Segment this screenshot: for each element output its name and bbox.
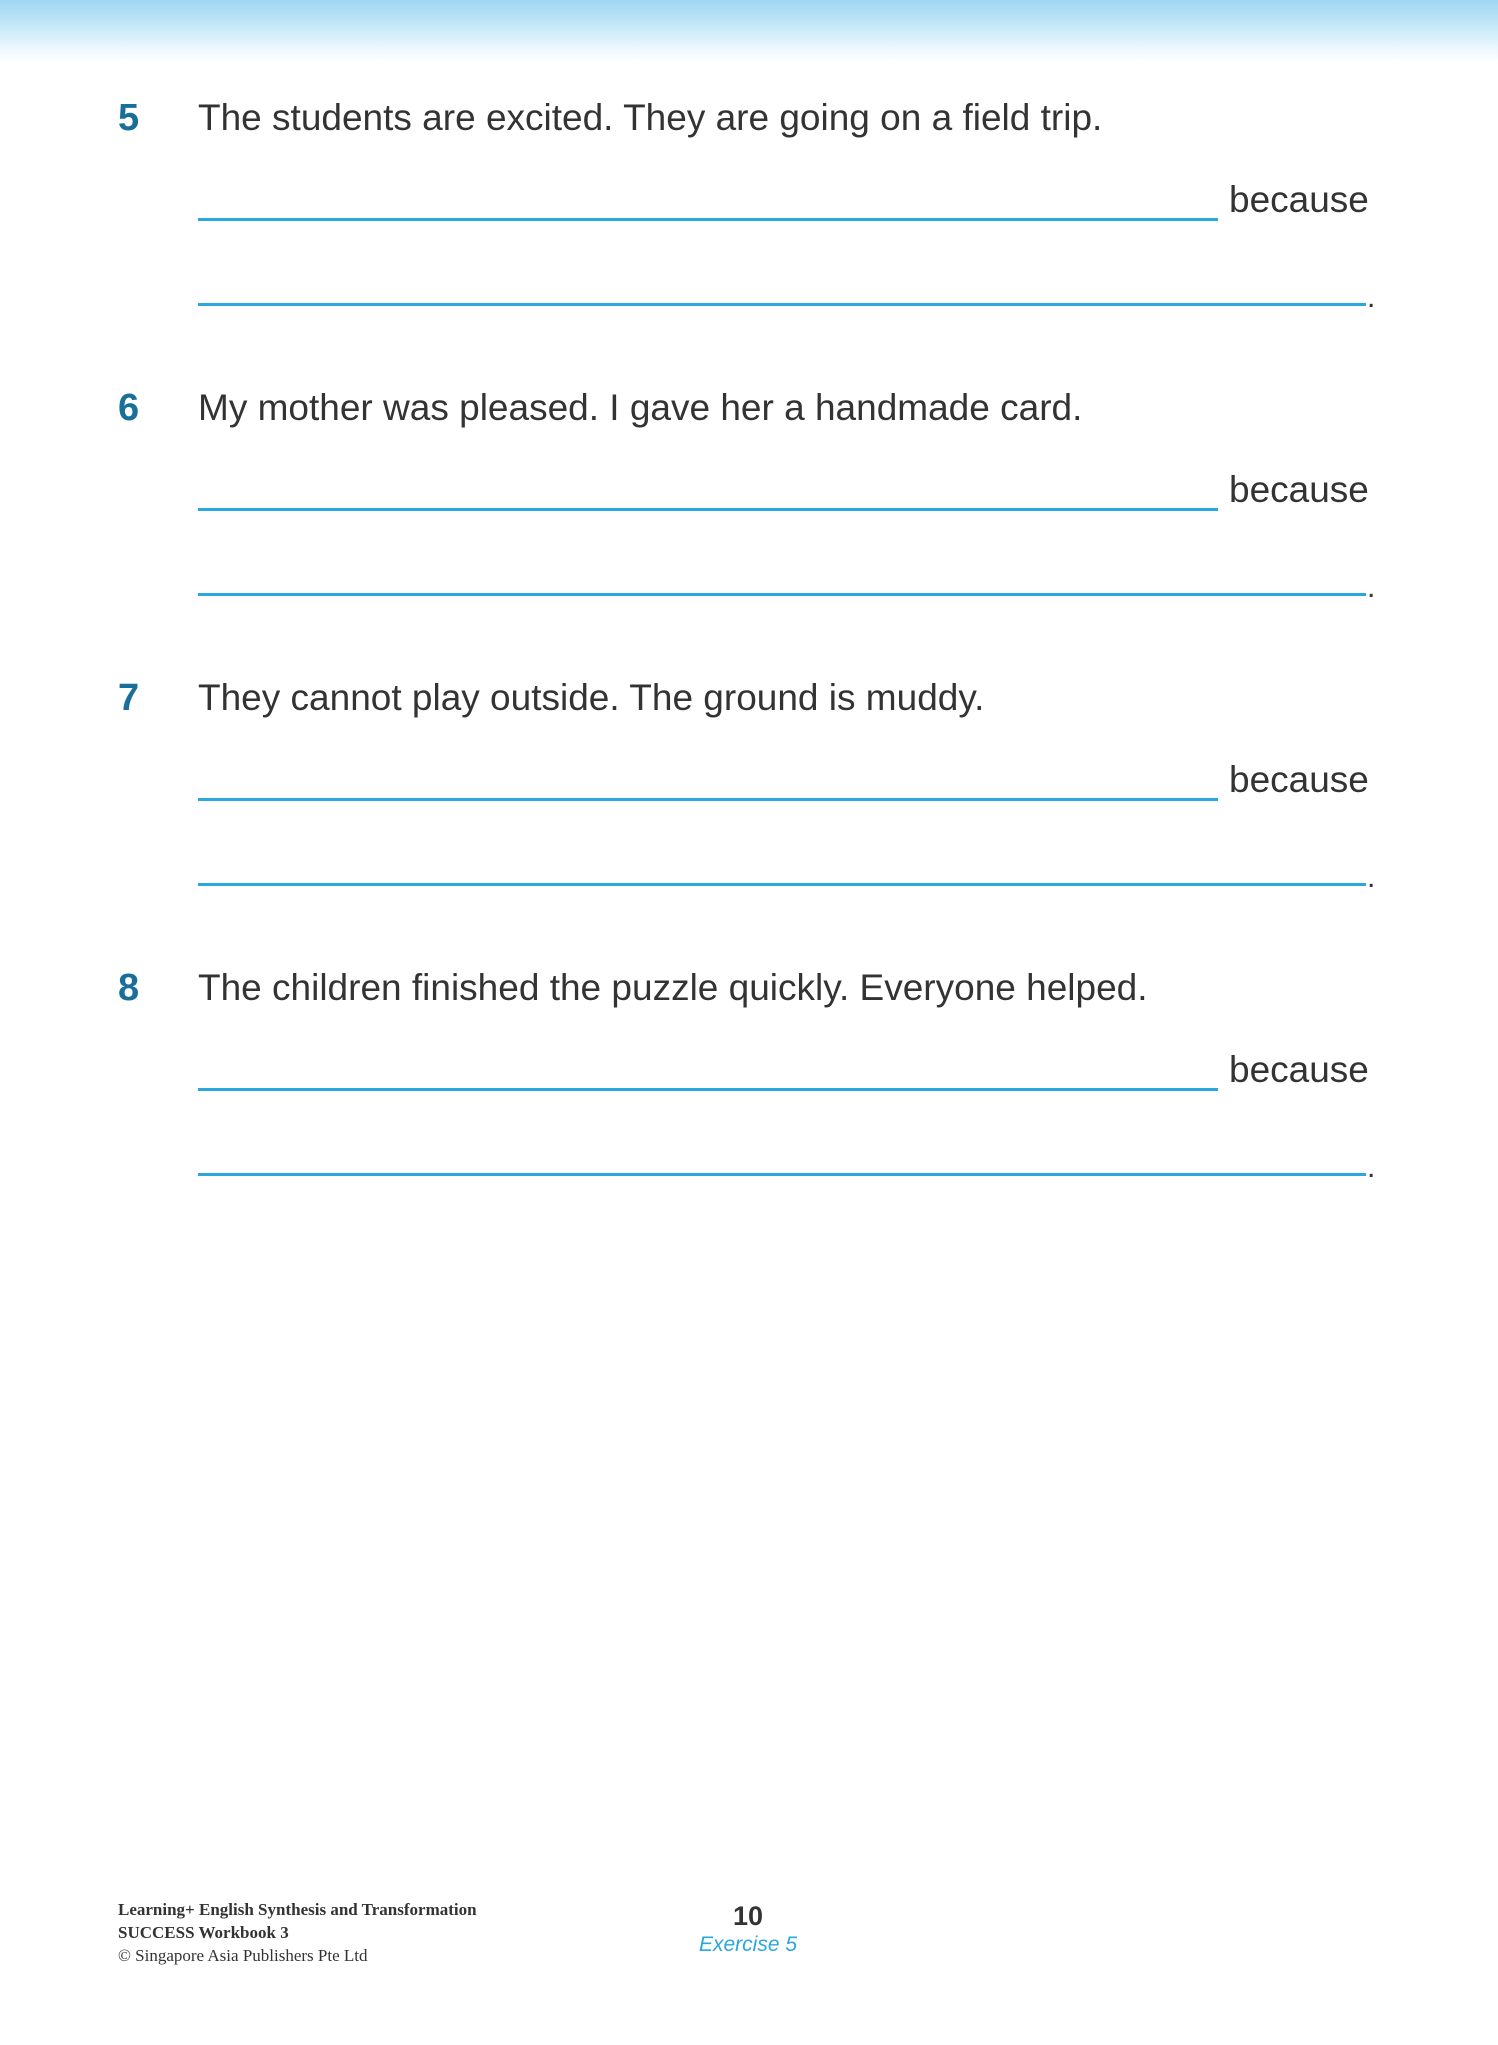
- question-number: 5: [118, 97, 140, 139]
- answer-line-2[interactable]: [198, 593, 1366, 596]
- connector-word: because: [1229, 469, 1369, 510]
- question-text: My mother was pleased. I gave her a handmade card.: [198, 387, 1083, 428]
- answer-line-2[interactable]: [198, 1173, 1366, 1176]
- answer-line-1[interactable]: [198, 508, 1218, 511]
- answer-line-1[interactable]: [198, 218, 1218, 221]
- footer-page-info: [648, 1900, 848, 1958]
- answer-line-2[interactable]: [198, 303, 1366, 306]
- question-number: 8: [118, 967, 140, 1009]
- answer-line-1[interactable]: [198, 1088, 1218, 1091]
- question-text: The children finished the puzzle quickly. Everyone helped.: [198, 967, 1148, 1008]
- connector-word: because: [1229, 759, 1369, 800]
- copyright: © Singapore Asia Publishers Pte Ltd: [118, 1946, 368, 1965]
- exercise-label: Exercise 5: [698, 1933, 798, 1956]
- end-period: .: [1367, 281, 1376, 314]
- footer-book-info: [118, 1898, 477, 1967]
- book-subtitle: SUCCESS Workbook 3: [118, 1923, 289, 1942]
- end-period: .: [1367, 861, 1376, 894]
- question-text: The students are excited. They are going on a field trip.: [198, 97, 1103, 138]
- connector-word: because: [1229, 1049, 1369, 1090]
- answer-line-2[interactable]: [198, 883, 1366, 886]
- connector-word: because: [1229, 179, 1369, 220]
- page-number: 10: [732, 1901, 764, 1931]
- book-title: Learning+ English Synthesis and Transformation: [118, 1900, 477, 1919]
- end-period: .: [1367, 1151, 1376, 1184]
- answer-line-1[interactable]: [198, 798, 1218, 801]
- question-number: 7: [118, 677, 140, 719]
- question-number: 6: [118, 387, 140, 429]
- question-text: They cannot play outside. The ground is muddy.: [198, 677, 985, 718]
- top-decorative-band: [0, 0, 1498, 62]
- end-period: .: [1367, 571, 1376, 604]
